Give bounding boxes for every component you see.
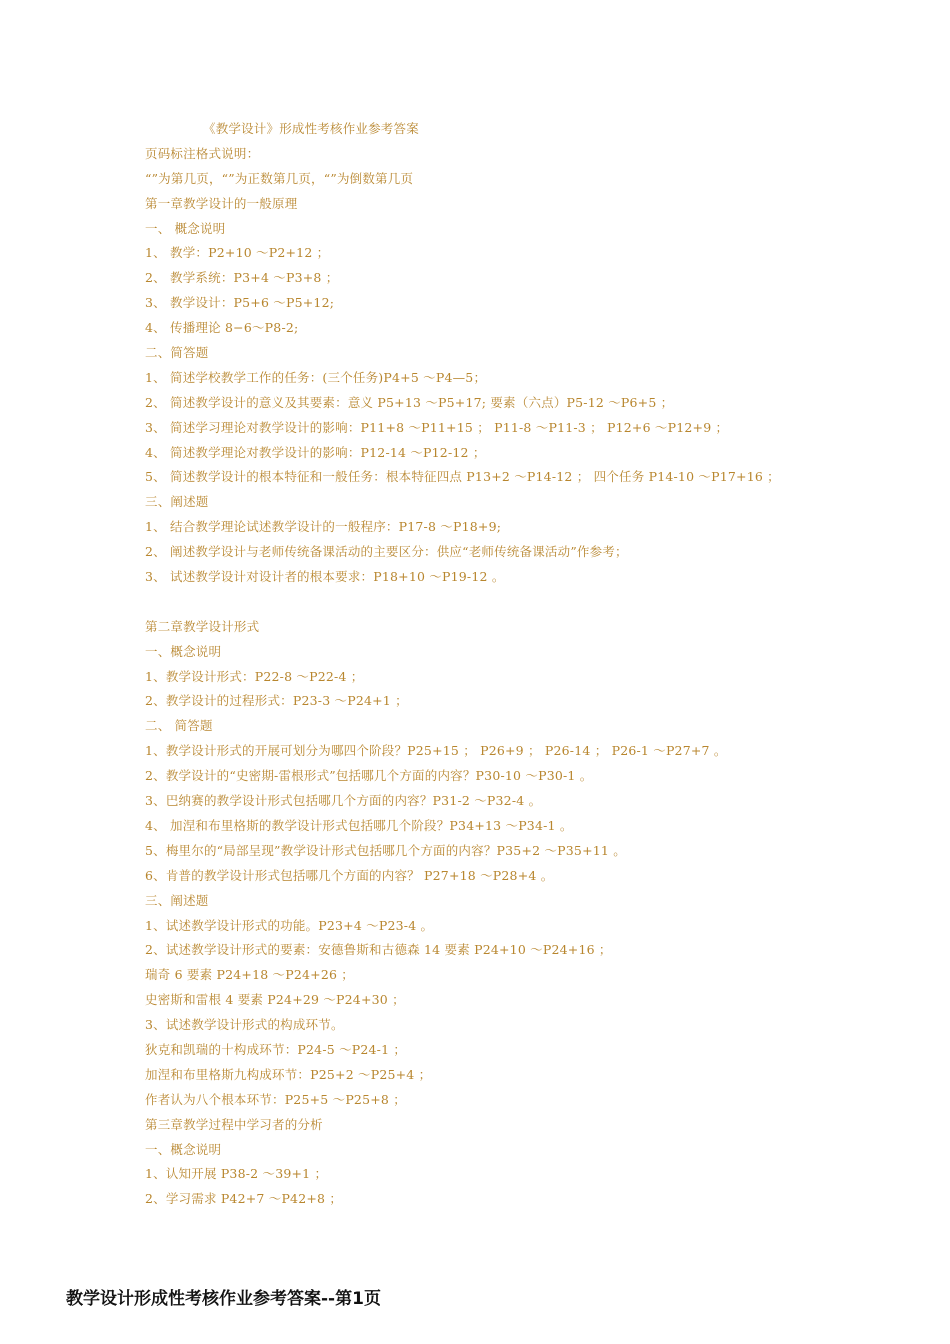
document-line: 作者认为八个根本环节：P25+5 ～P25+8 ； (145, 1091, 406, 1107)
document-line: 2、教学设计的过程形式：P23-3 ～P24+1 ； (145, 693, 408, 709)
document-line: 第二章教学设计形式 (145, 618, 260, 634)
document-line: 3、 教学设计：P5+6 ～P5+12; (145, 295, 335, 311)
document-line: “”为第几页，“”为正数第几页，“”为倒数第几页 (145, 170, 414, 186)
document-line: 2、试述教学设计形式的要素：安德鲁斯和古德森 14 要素 P24+10 ～P24+16 ； (145, 942, 612, 958)
document-line: 1、 结合教学理论试述教学设计的一般程序：P17-8 ～P18+9; (145, 519, 502, 535)
document-line: 1、 教学：P2+10 ～P2+12 ； (145, 245, 330, 261)
document-line: 一、概念说明 (145, 643, 222, 659)
document-line: 3、试述教学设计形式的构成环节。 (145, 1017, 344, 1033)
document-body (145, 117, 925, 1212)
document-line: 三、阐述题 (145, 494, 209, 510)
document-line: 3、巴纳赛的教学设计形式包括哪几个方面的内容？P31-2 ～P32-4 。 (145, 793, 542, 809)
document-line: 2、 教学系统：P3+4 ～P3+8 ； (145, 270, 339, 286)
document-line: 3、 简述学习理论对教学设计的影响：P11+8 ～P11+15 ； P11-8 ～P11-3 ； P12+6 ～P12+9 ； (145, 419, 729, 435)
document-line: 史密斯和雷根 4 要素 P24+29 ～P24+30 ； (145, 992, 405, 1008)
document-line: 三、阐述题 (145, 892, 209, 908)
document-line: 页码标注格式说明： (145, 145, 260, 161)
document-line: 2、 简述教学设计的意义及其要素：意义 P5+13 ～P5+17; 要素（六点）P5-12 ～P6+5 ； (145, 394, 674, 410)
document-line: 一、 概念说明 (145, 220, 226, 236)
document-lines (145, 142, 925, 1212)
document-line: 狄克和凯瑞的十构成环节：P24-5 ～P24-1 ； (145, 1041, 407, 1057)
document-line: 4、 传播理论 8−6～P8-2; (145, 320, 299, 336)
document-title: 《教学设计》形成性考核作业参考答案 (203, 121, 419, 136)
document-line: 2、 阐述教学设计与老师传统备课活动的主要区分：供应“老师传统备课活动”作参考； (145, 544, 628, 560)
document-line: 2、学习需求 P42+7 ～P42+8 ； (145, 1191, 343, 1207)
document-line: 1、认知开展 P38-2 ～39+1 ； (145, 1166, 328, 1182)
document-line: 2、教学设计的“史密期-雷根形式”包括哪几个方面的内容？P30-10 ～P30-1 。 (145, 768, 593, 784)
document-line: 1、教学设计形式的开展可划分为哪四个阶段？P25+15 ； P26+9 ； P26-14 ； P26-1 ～P27+7 。 (145, 743, 727, 759)
document-line: 4、 加涅和布里格斯的教学设计形式包括哪几个阶段？P34+13 ～P34-1 。 (145, 817, 573, 833)
document-line: 第一章教学设计的一般原理 (145, 195, 298, 211)
document-line: 5、 简述教学设计的根本特征和一般任务：根本特征四点 P13+2 ～P14-12 ； 四个任务 P14-10 ～P17+16 ； (145, 469, 780, 485)
page-footer: 教学设计形成性考核作业参考答案--第1页 (66, 1289, 381, 1309)
document-line: 6、肯普的教学设计形式包括哪几个方面的内容？ P27+18 ～P28+4 。 (145, 867, 554, 883)
document-line: 1、 简述学校教学工作的任务：(三个任务)P4+5 ～P4—5； (145, 369, 487, 385)
document-line: 1、教学设计形式：P22-8 ～P22-4 ； (145, 668, 364, 684)
document-line: 4、 简述教学理论对教学设计的影响：P12-14 ～P12-12 ； (145, 444, 486, 460)
document-line: 一、概念说明 (145, 1141, 222, 1157)
blank-line (145, 590, 925, 615)
document-line: 二、 简答题 (145, 718, 213, 734)
document-line: 3、 试述教学设计对设计者的根本要求：P18+10 ～P19-12 。 (145, 569, 505, 585)
document-line: 5、梅里尔的“局部呈现”教学设计形式包括哪几个方面的内容？P35+2 ～P35+11 。 (145, 842, 626, 858)
document-line: 瑞奇 6 要素 P24+18 ～P24+26 ； (145, 967, 355, 983)
document-line: 二、简答题 (145, 345, 209, 361)
document-line: 第三章教学过程中学习者的分析 (145, 1116, 323, 1132)
document-line: 1、试述教学设计形式的功能。P23+4 ～P23-4 。 (145, 917, 434, 933)
document-line: 加涅和布里格斯九构成环节：P25+2 ～P25+4 ； (145, 1066, 432, 1082)
